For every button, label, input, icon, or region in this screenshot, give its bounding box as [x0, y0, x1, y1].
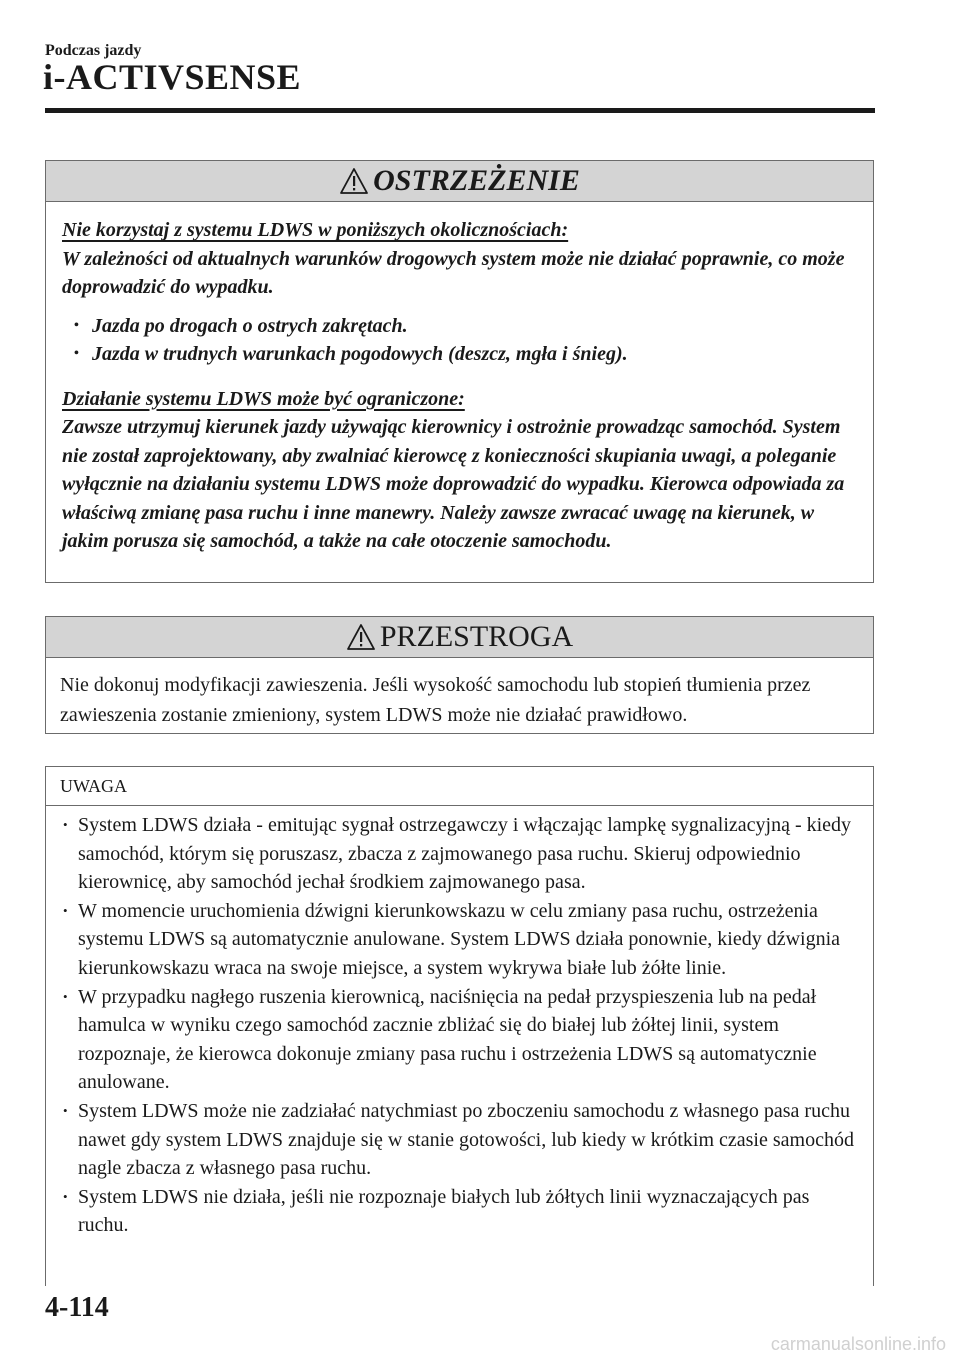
note-bullet-item: • W przypadku nagłego ruszenia kierownicą, naciśnięcia na pedał przyspieszenia lub na pedał hamulca w wyniku czego samochód zacznie zbliżać się do białej lub żółtej linii, system rozpoznaje, że kierowca dokonuje zmiany pasa ruchu i ostrzeżenia LDWS są automatycznie anulowane. — [60, 983, 859, 1097]
note-body — [46, 806, 873, 1240]
header-section-label: Podczas jazdy — [45, 42, 142, 59]
warning-bullet-item: • Jazda po drogach o ostrych zakrętach. — [62, 312, 857, 341]
warning-bullet-list — [62, 312, 857, 369]
warning-text-conditions: W zależności od aktualnych warunków drogowych system może nie działać poprawnie, co może doprowadzić do wypadku. — [62, 247, 845, 298]
note-bullet-list — [60, 811, 859, 1240]
warning-heading-limitations: Działanie systemu LDWS może być ograniczone: — [62, 387, 465, 410]
warning-bullet-item: • Jazda w trudnych warunkach pogodowych (deszcz, mgła i śnieg). — [62, 340, 857, 369]
warning-box — [45, 160, 874, 583]
caution-title: PRZESTROGA — [379, 620, 574, 653]
header-divider — [45, 108, 875, 113]
note-bullet-item: • System LDWS nie działa, jeśli nie rozpoznaje białych lub żółtych linii wyznaczających pas ruchu. — [60, 1183, 859, 1240]
caution-box — [45, 616, 874, 734]
warning-body — [46, 202, 873, 556]
caution-text: Nie dokonuj modyfikacji zawieszenia. Jeśli wysokość samochodu lub stopień tłumienia przez zawieszenia zostanie zmieniony, system LDWS może nie działać prawidłowo. — [60, 674, 811, 726]
note-bullet-item: • System LDWS działa - emitując sygnał ostrzegawczy i włączając lampkę sygnalizacyjną - kiedy samochód, którym się poruszasz, zbacza z zajmowanego pasa ruchu. Skieruj odpowiednio kierownicę, aby samochód jechał środkiem zajmowanego pasa. — [60, 811, 859, 897]
caution-header — [46, 617, 873, 658]
note-title: UWAGA — [46, 767, 873, 806]
note-bullet-item: • System LDWS może nie zadziałać natychmiast po zboczeniu samochodu z własnego pasa ruchu nawet gdy system LDWS znajduje się w stanie gotowości, lub kiedy w krótkim czasie samochód nagle zbacza z własnego pasa ruchu. — [60, 1097, 859, 1183]
warning-triangle-icon — [339, 167, 369, 195]
warning-heading-conditions: Nie korzystaj z systemu LDWS w poniższych okolicznościach: — [62, 219, 569, 241]
note-box — [45, 766, 874, 1286]
warning-title: OSTRZEŻENIE — [373, 164, 580, 197]
note-bullet-item: • W momencie uruchomienia dźwigni kierunkowskazu w celu zmiany pasa ruchu, ostrzeżenia systemu LDWS są automatycznie anulowane. System LDWS działa ponownie, kiedy dźwignia kierunkowskazu wraca na swoje miejsce, a system wykrywa białe lub żółte linie. — [60, 897, 859, 983]
warning-text-limitations: Zawsze utrzymuj kierunek jazdy używając kierownicy i ostrożnie prowadząc samochód. System nie został zaprojektowany, aby zwalniać kierowcę z konieczności skupiania uwagi, a poleganie wyłącznie na działaniu systemu LDWS może doprowadzić do wypadku. Kierowca odpowiada za właściwą zmianę pasa ruchu i inne manewry. Należy zawsze zwracać uwagę na kierunek, w jakim porusza się samochód, a także na całe otoczenie samochodu. — [62, 416, 845, 552]
warning-header — [46, 161, 873, 202]
warning-triangle-icon — [346, 623, 376, 651]
page-title: i-ACTIVSENSE — [43, 57, 302, 97]
watermark: carmanualsonline.info — [770, 1334, 946, 1354]
page-number: 4-114 — [45, 1292, 109, 1323]
